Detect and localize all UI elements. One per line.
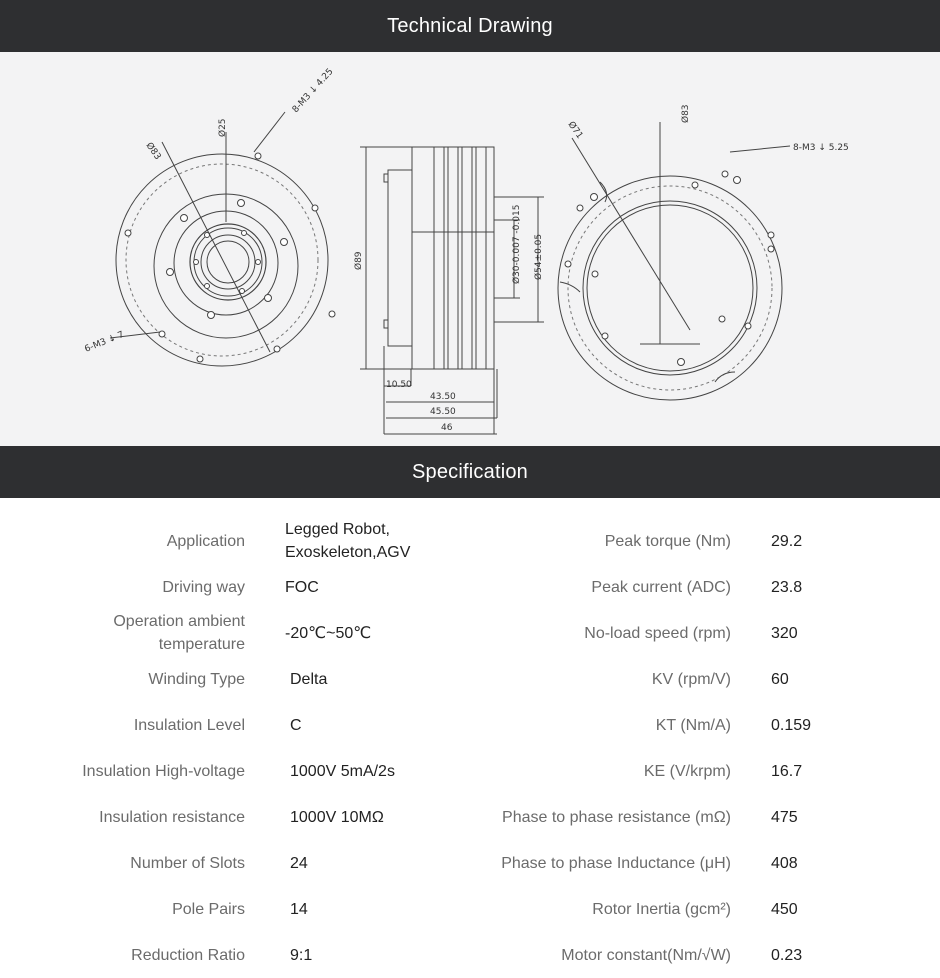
spec-left-value: -20℃~50℃ <box>285 624 372 642</box>
side-1050-label: 10.50 <box>386 380 412 390</box>
spec-right-value: 29.2 <box>771 532 803 550</box>
spec-left-value: 1000V 5mA/2s <box>290 762 395 780</box>
front-d25-label: Ø25 <box>218 118 228 137</box>
technical-drawing-title: Technical Drawing <box>387 14 553 37</box>
specification-table <box>0 498 940 963</box>
side-view <box>360 147 544 434</box>
spec-right-label: KV (rpm/V) <box>651 670 731 688</box>
spec-right-value: 320 <box>771 624 798 642</box>
spec-row <box>0 932 940 978</box>
spec-right-value: 23.8 <box>771 578 803 596</box>
rear-d83-label: Ø83 <box>681 104 691 123</box>
spec-right-value: 60 <box>771 670 789 688</box>
spec-left-value: 24 <box>290 854 308 872</box>
spec-left-label: Number of Slots <box>130 854 245 872</box>
side-4350-label: 43.50 <box>430 392 456 402</box>
front-view <box>110 112 335 366</box>
spec-right-label: Peak current (ADC) <box>591 578 731 596</box>
spec-left-label: Reduction Ratio <box>131 946 245 964</box>
spec-right-value: 408 <box>771 854 798 872</box>
spec-right-label: KT (Nm/A) <box>655 716 731 734</box>
spec-left-label: Driving way <box>162 578 245 596</box>
rear-d71-label: Ø71 <box>565 119 585 141</box>
side-46-label: 46 <box>441 423 453 433</box>
spec-row <box>0 564 940 610</box>
spec-left-value: 14 <box>290 900 308 918</box>
spec-right-label: Rotor Inertia (gcm²) <box>592 900 731 918</box>
spec-right-label: Phase to phase Inductance (μH) <box>501 854 731 872</box>
spec-right-value: 0.23 <box>771 946 803 964</box>
side-d89-label: Ø89 <box>354 251 364 270</box>
spec-right-label: Peak torque (Nm) <box>604 532 731 550</box>
spec-left-label: Insulation resistance <box>99 808 245 826</box>
spec-right-label: Phase to phase resistance (mΩ) <box>502 808 731 826</box>
spec-left-value: Delta <box>290 670 328 688</box>
spec-left-value: Legged Robot, Exoskeleton,AGV <box>285 521 411 561</box>
spec-row <box>0 748 940 794</box>
spec-left-label: Winding Type <box>148 670 245 688</box>
spec-right-label: No-load speed (rpm) <box>584 624 731 642</box>
spec-left-value: FOC <box>285 578 319 596</box>
side-4550-label: 45.50 <box>430 407 456 417</box>
spec-left-value: 9:1 <box>290 946 313 964</box>
spec-left-label: Application <box>166 532 245 550</box>
spec-right-label: Motor constant(Nm/√W) <box>561 946 731 964</box>
spec-row <box>0 840 940 886</box>
spec-left-label: Pole Pairs <box>172 900 245 918</box>
spec-left-value: C <box>290 716 302 734</box>
front-holes-bottom-label: 6-M3 ↓ 7 <box>83 329 126 355</box>
specification-title: Specification <box>412 460 528 483</box>
side-d30-label: Ø30-0.007 -0.015 <box>512 204 522 284</box>
spec-right-value: 16.7 <box>771 762 803 780</box>
technical-drawing-header <box>0 0 940 52</box>
technical-drawing <box>0 52 940 446</box>
front-holes-top-label: 8-M3 ↓ 4.25 <box>290 66 336 116</box>
spec-row <box>0 702 940 748</box>
spec-row <box>0 794 940 840</box>
rear-holes-label: 8-M3 ↓ 5.25 <box>793 143 849 153</box>
spec-row <box>0 886 940 932</box>
spec-right-value: 475 <box>771 808 798 826</box>
spec-right-label: KE (V/krpm) <box>643 762 731 780</box>
specification-header <box>0 446 940 498</box>
front-d83-label: Ø83 <box>143 140 163 162</box>
spec-left-label: Insulation High-voltage <box>82 762 245 780</box>
spec-left-label: Operation ambient temperature <box>113 613 245 653</box>
spec-row <box>0 656 940 702</box>
spec-row <box>0 610 940 656</box>
drawing-svg <box>0 52 940 446</box>
spec-right-value: 450 <box>771 900 798 918</box>
spec-left-label: Insulation Level <box>133 716 245 734</box>
spec-right-value: 0.159 <box>771 716 812 734</box>
side-d54-label: Ø54±0.05 <box>534 233 544 280</box>
rear-view <box>558 122 790 400</box>
spec-row <box>0 518 940 564</box>
spec-left-value: 1000V 10MΩ <box>290 808 384 826</box>
